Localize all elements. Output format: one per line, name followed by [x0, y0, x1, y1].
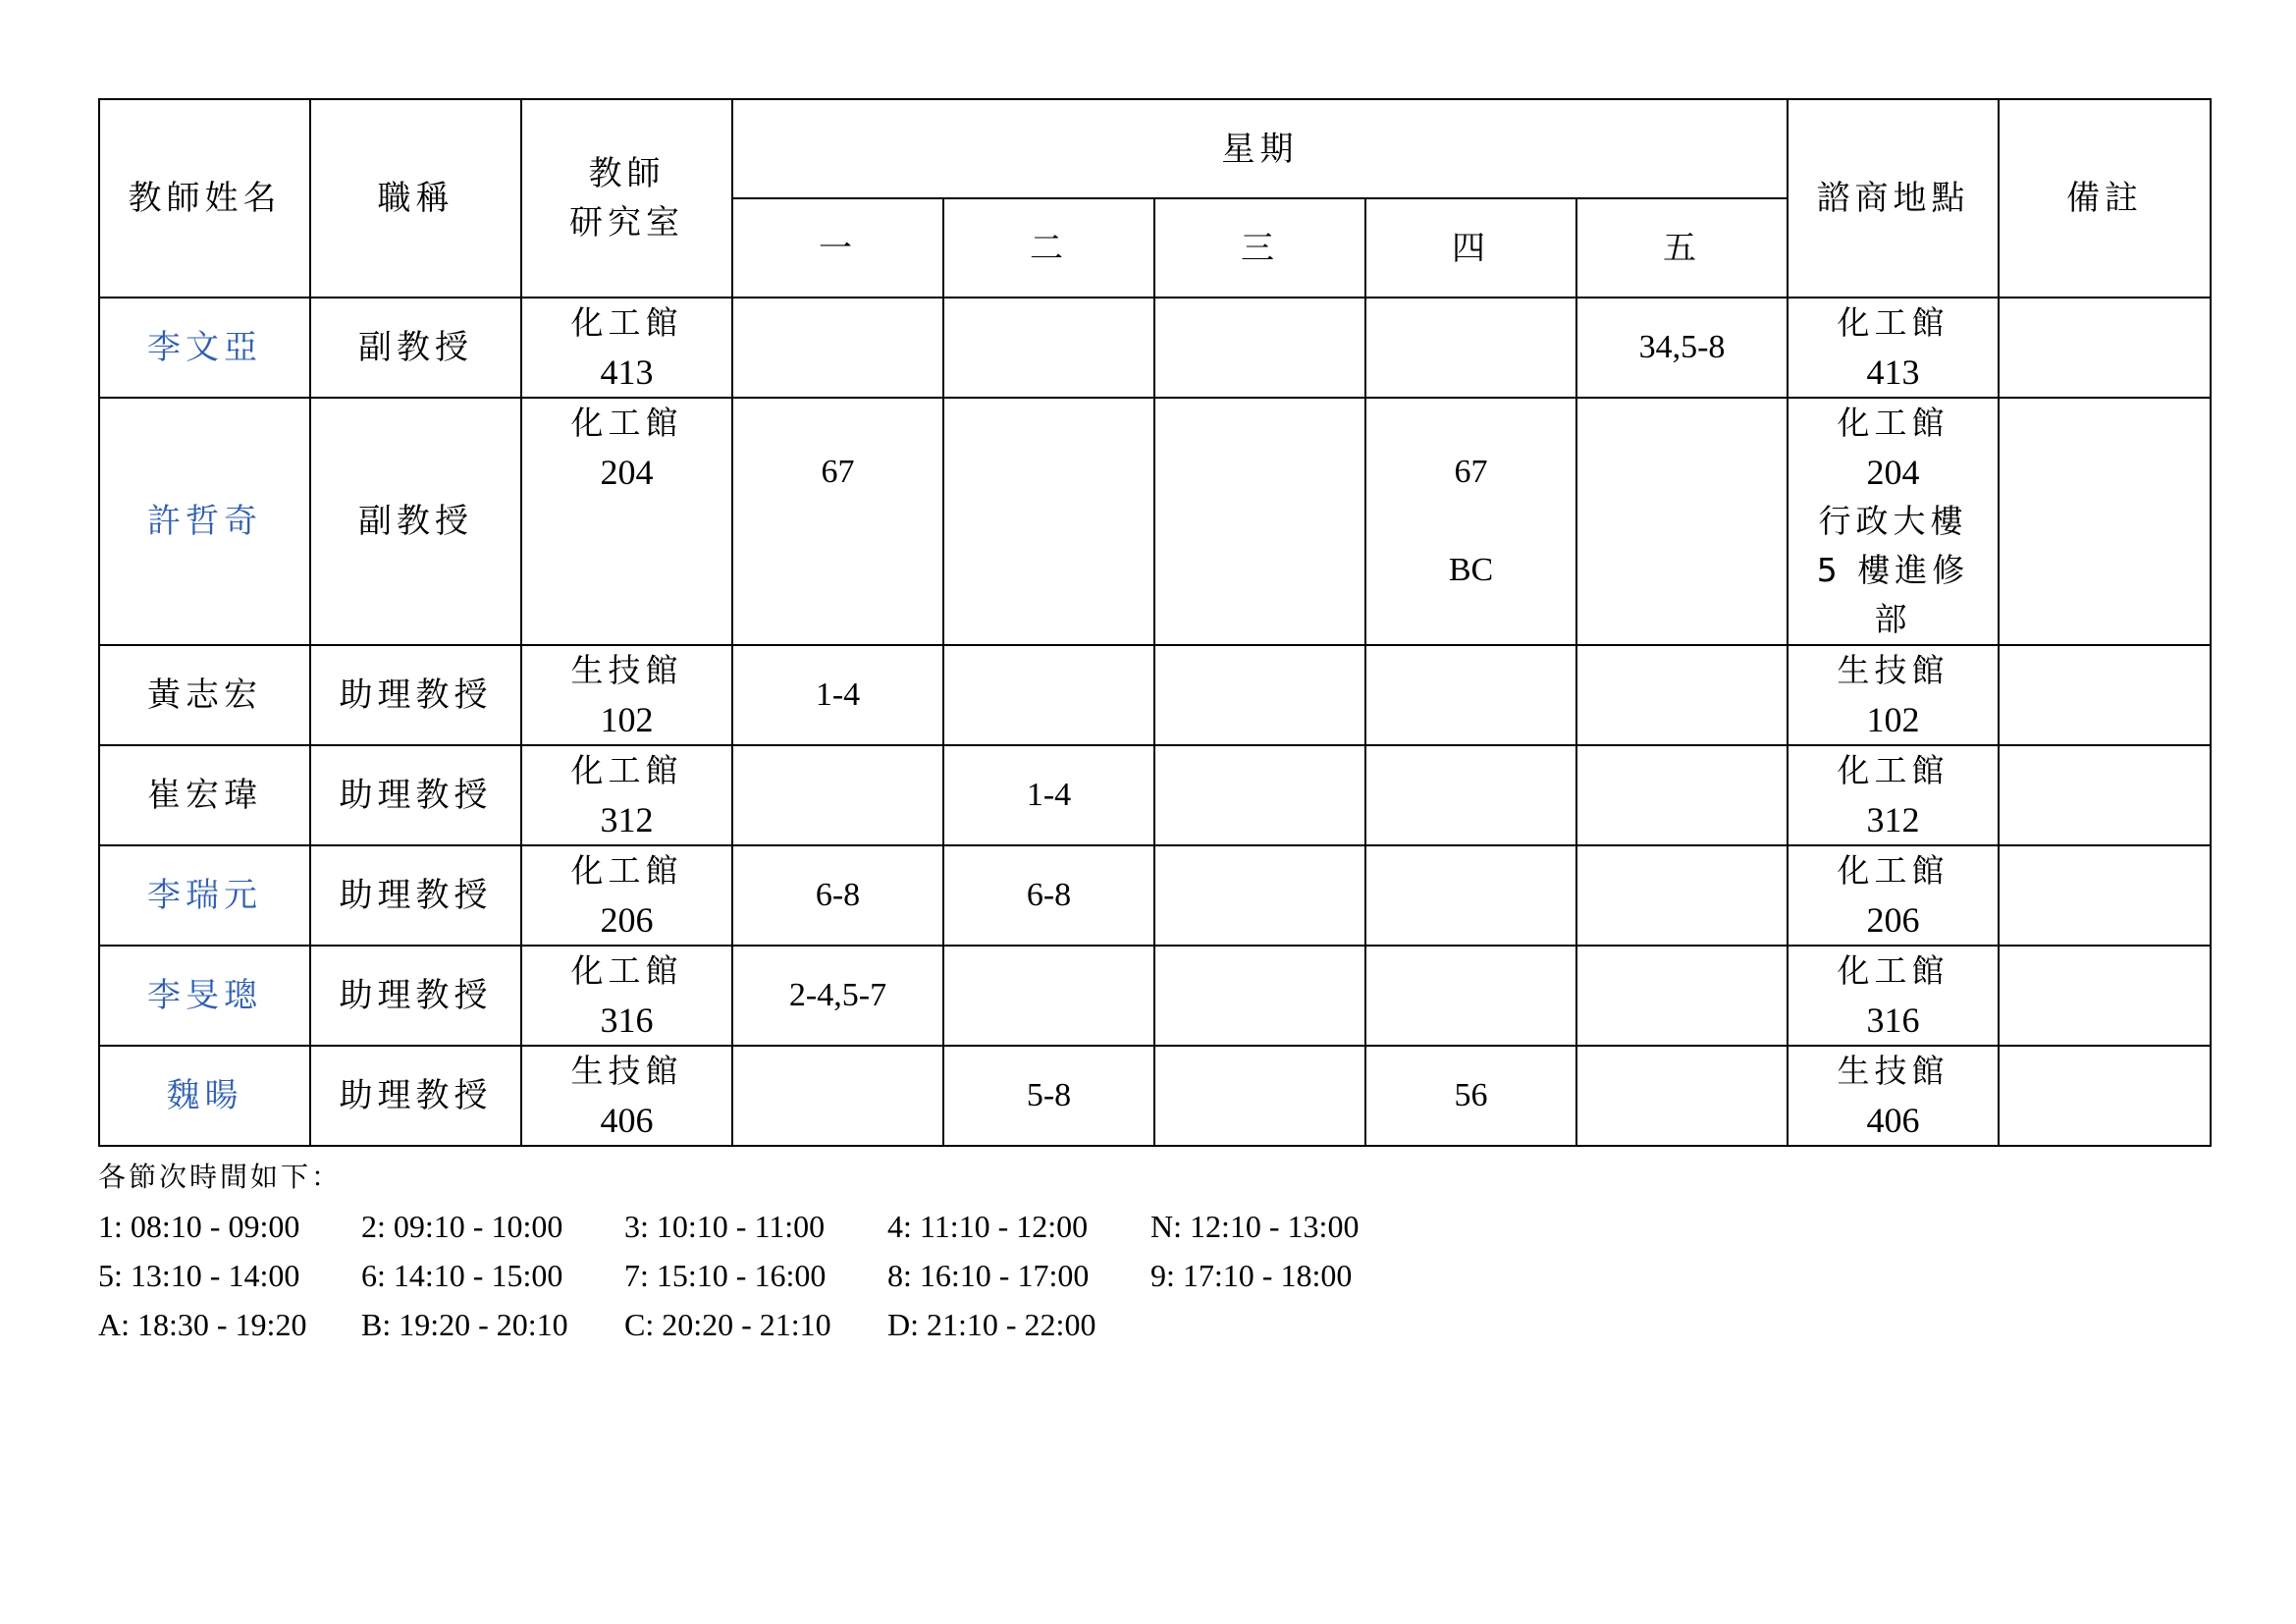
- day-wed: [1154, 1046, 1365, 1146]
- location-line: 102: [1866, 700, 1920, 739]
- period-time: 8: 16:10 - 17:00: [887, 1258, 1090, 1293]
- office-building: 生技館: [570, 1052, 683, 1090]
- header-office-line: 研究室: [569, 203, 684, 243]
- location-cell: [1788, 745, 1999, 845]
- period-time: 9: 17:10 - 18:00: [1150, 1258, 1353, 1293]
- header-office: [521, 99, 732, 298]
- office-cell: [521, 645, 732, 745]
- table-row: [99, 298, 2211, 398]
- office-building: 化工館: [570, 751, 683, 789]
- period-time: C: 20:20 - 21:10: [624, 1307, 831, 1342]
- header-day: 三: [1154, 198, 1365, 298]
- header-week: 星期: [732, 99, 1788, 198]
- day-wed: [1154, 745, 1365, 845]
- location-line: 化工館: [1837, 404, 1949, 442]
- teacher-title: 助理教授: [310, 645, 521, 745]
- remarks-cell: [1999, 398, 2211, 645]
- office-room: 316: [600, 1001, 654, 1040]
- location-line: 5 樓進修: [1816, 551, 1970, 589]
- day-fri: [1576, 398, 1788, 645]
- day-fri: 34,5-8: [1576, 298, 1788, 398]
- table-row: [99, 398, 2211, 645]
- location-line: 312: [1866, 800, 1920, 839]
- location-cell: [1788, 1046, 1999, 1146]
- period-time: 3: 10:10 - 11:00: [624, 1209, 826, 1244]
- day-thu: [1365, 298, 1576, 398]
- location-line: 206: [1866, 900, 1920, 940]
- day-wed: [1154, 645, 1365, 745]
- teacher-name: 崔宏瑋: [99, 745, 310, 845]
- office-cell: [521, 298, 732, 398]
- day-mon: [732, 298, 943, 398]
- header-office-line: 教師: [588, 154, 666, 193]
- office-hours-table: [98, 98, 2212, 1147]
- period-time: 2: 09:10 - 10:00: [361, 1209, 563, 1244]
- header-day: 五: [1576, 198, 1788, 298]
- day-wed: [1154, 298, 1365, 398]
- day-fri: [1576, 745, 1788, 845]
- remarks-cell: [1999, 845, 2211, 946]
- table-row: [99, 946, 2211, 1046]
- office-building: 化工館: [570, 303, 683, 342]
- teacher-name-link[interactable]: 李文亞: [99, 298, 310, 398]
- teacher-title: 副教授: [310, 298, 521, 398]
- location-cell: [1788, 398, 1999, 645]
- header-remarks: 備註: [1999, 99, 2211, 298]
- location-line: 部: [1874, 600, 1912, 638]
- location-cell: [1788, 645, 1999, 745]
- location-line: 化工館: [1837, 303, 1949, 342]
- office-cell: [521, 1046, 732, 1146]
- header-teacher-name: 教師姓名: [99, 99, 310, 298]
- day-tue: [943, 398, 1154, 645]
- office-cell: [521, 398, 732, 645]
- day-thu: [1365, 645, 1576, 745]
- header-row: [99, 99, 2211, 198]
- office-cell: [521, 745, 732, 845]
- day-thu: [1365, 845, 1576, 946]
- location-cell: [1788, 946, 1999, 1046]
- location-cell: [1788, 845, 1999, 946]
- office-building: 化工館: [570, 951, 683, 990]
- day-tue: [943, 946, 1154, 1046]
- header-day: 一: [732, 198, 943, 298]
- period-time: 7: 15:10 - 16:00: [624, 1258, 827, 1293]
- office-room: 206: [600, 900, 654, 940]
- location-cell: [1788, 298, 1999, 398]
- period-time: N: 12:10 - 13:00: [1150, 1209, 1360, 1244]
- period-times-notes: [98, 1153, 1414, 1349]
- period-time: 6: 14:10 - 15:00: [361, 1258, 563, 1293]
- day-tue: [943, 298, 1154, 398]
- table-row: [99, 745, 2211, 845]
- teacher-name-link[interactable]: 李瑞元: [99, 845, 310, 946]
- teacher-title: 副教授: [310, 398, 521, 645]
- day-fri: [1576, 1046, 1788, 1146]
- day-thu: 56: [1365, 1046, 1576, 1146]
- office-room: 102: [600, 700, 654, 739]
- day-wed: [1154, 845, 1365, 946]
- day-mon: [732, 1046, 943, 1146]
- day-wed: [1154, 946, 1365, 1046]
- teacher-name: 黃志宏: [99, 645, 310, 745]
- office-room: 312: [600, 800, 654, 839]
- day-mon: 6-8: [732, 845, 943, 946]
- header-location: 諮商地點: [1788, 99, 1999, 298]
- office-building: 化工館: [570, 851, 683, 890]
- day-thu: [1365, 946, 1576, 1046]
- notes-title: 各節次時間如下：: [98, 1161, 343, 1193]
- notes-row: [98, 1300, 1414, 1349]
- table-row: [99, 845, 2211, 946]
- location-line: 化工館: [1837, 951, 1949, 990]
- day-mon: 2-4,5-7: [732, 946, 943, 1046]
- teacher-title: 助理教授: [310, 845, 521, 946]
- day-fri: [1576, 845, 1788, 946]
- day-mon-value: 67: [821, 454, 855, 490]
- teacher-name-link[interactable]: 魏暘: [99, 1046, 310, 1146]
- teacher-title: 助理教授: [310, 745, 521, 845]
- remarks-cell: [1999, 298, 2211, 398]
- day-tue: 1-4: [943, 745, 1154, 845]
- period-time: B: 19:20 - 20:10: [361, 1307, 568, 1342]
- location-line: 化工館: [1837, 751, 1949, 789]
- location-line: 行政大樓: [1818, 502, 1968, 540]
- remarks-cell: [1999, 946, 2211, 1046]
- location-line: 生技館: [1837, 1052, 1949, 1090]
- location-line: 406: [1866, 1101, 1920, 1140]
- day-wed: [1154, 398, 1365, 645]
- office-building: 化工館: [570, 404, 683, 442]
- day-thu-value: 67: [1454, 454, 1488, 490]
- location-line: 生技館: [1837, 651, 1949, 689]
- day-mon: [732, 745, 943, 845]
- teacher-title: 助理教授: [310, 946, 521, 1046]
- header-day: 四: [1365, 198, 1576, 298]
- header-title: 職稱: [310, 99, 521, 298]
- office-room: 204: [600, 453, 654, 492]
- header-day: 二: [943, 198, 1154, 298]
- remarks-cell: [1999, 1046, 2211, 1146]
- day-tue: [943, 645, 1154, 745]
- day-thu: [1365, 398, 1576, 645]
- location-line: 204: [1866, 453, 1920, 492]
- notes-row: [98, 1251, 1414, 1300]
- day-mon: 1-4: [732, 645, 943, 745]
- day-mon: [732, 398, 943, 645]
- teacher-title: 助理教授: [310, 1046, 521, 1146]
- day-tue: 6-8: [943, 845, 1154, 946]
- period-time: 4: 11:10 - 12:00: [887, 1209, 1089, 1244]
- teacher-name-link[interactable]: 李旻璁: [99, 946, 310, 1046]
- day-thu: [1365, 745, 1576, 845]
- office-room: 413: [600, 352, 654, 392]
- location-line: 316: [1866, 1001, 1920, 1040]
- office-room: 406: [600, 1101, 654, 1140]
- remarks-cell: [1999, 745, 2211, 845]
- teacher-name-link[interactable]: 許哲奇: [99, 398, 310, 645]
- period-time: A: 18:30 - 19:20: [98, 1307, 307, 1342]
- table-row: [99, 645, 2211, 745]
- office-cell: [521, 845, 732, 946]
- office-cell: [521, 946, 732, 1046]
- period-time: 5: 13:10 - 14:00: [98, 1258, 300, 1293]
- remarks-cell: [1999, 645, 2211, 745]
- period-time: 1: 08:10 - 09:00: [98, 1209, 300, 1244]
- table-row: [99, 1046, 2211, 1146]
- day-fri: [1576, 645, 1788, 745]
- location-line: 化工館: [1837, 851, 1949, 890]
- day-fri: [1576, 946, 1788, 1046]
- day-tue: 5-8: [943, 1046, 1154, 1146]
- day-thu-value: BC: [1448, 552, 1494, 588]
- location-line: 413: [1866, 352, 1920, 392]
- office-building: 生技館: [570, 651, 683, 689]
- notes-row: [98, 1202, 1414, 1251]
- period-time: D: 21:10 - 22:00: [887, 1307, 1096, 1342]
